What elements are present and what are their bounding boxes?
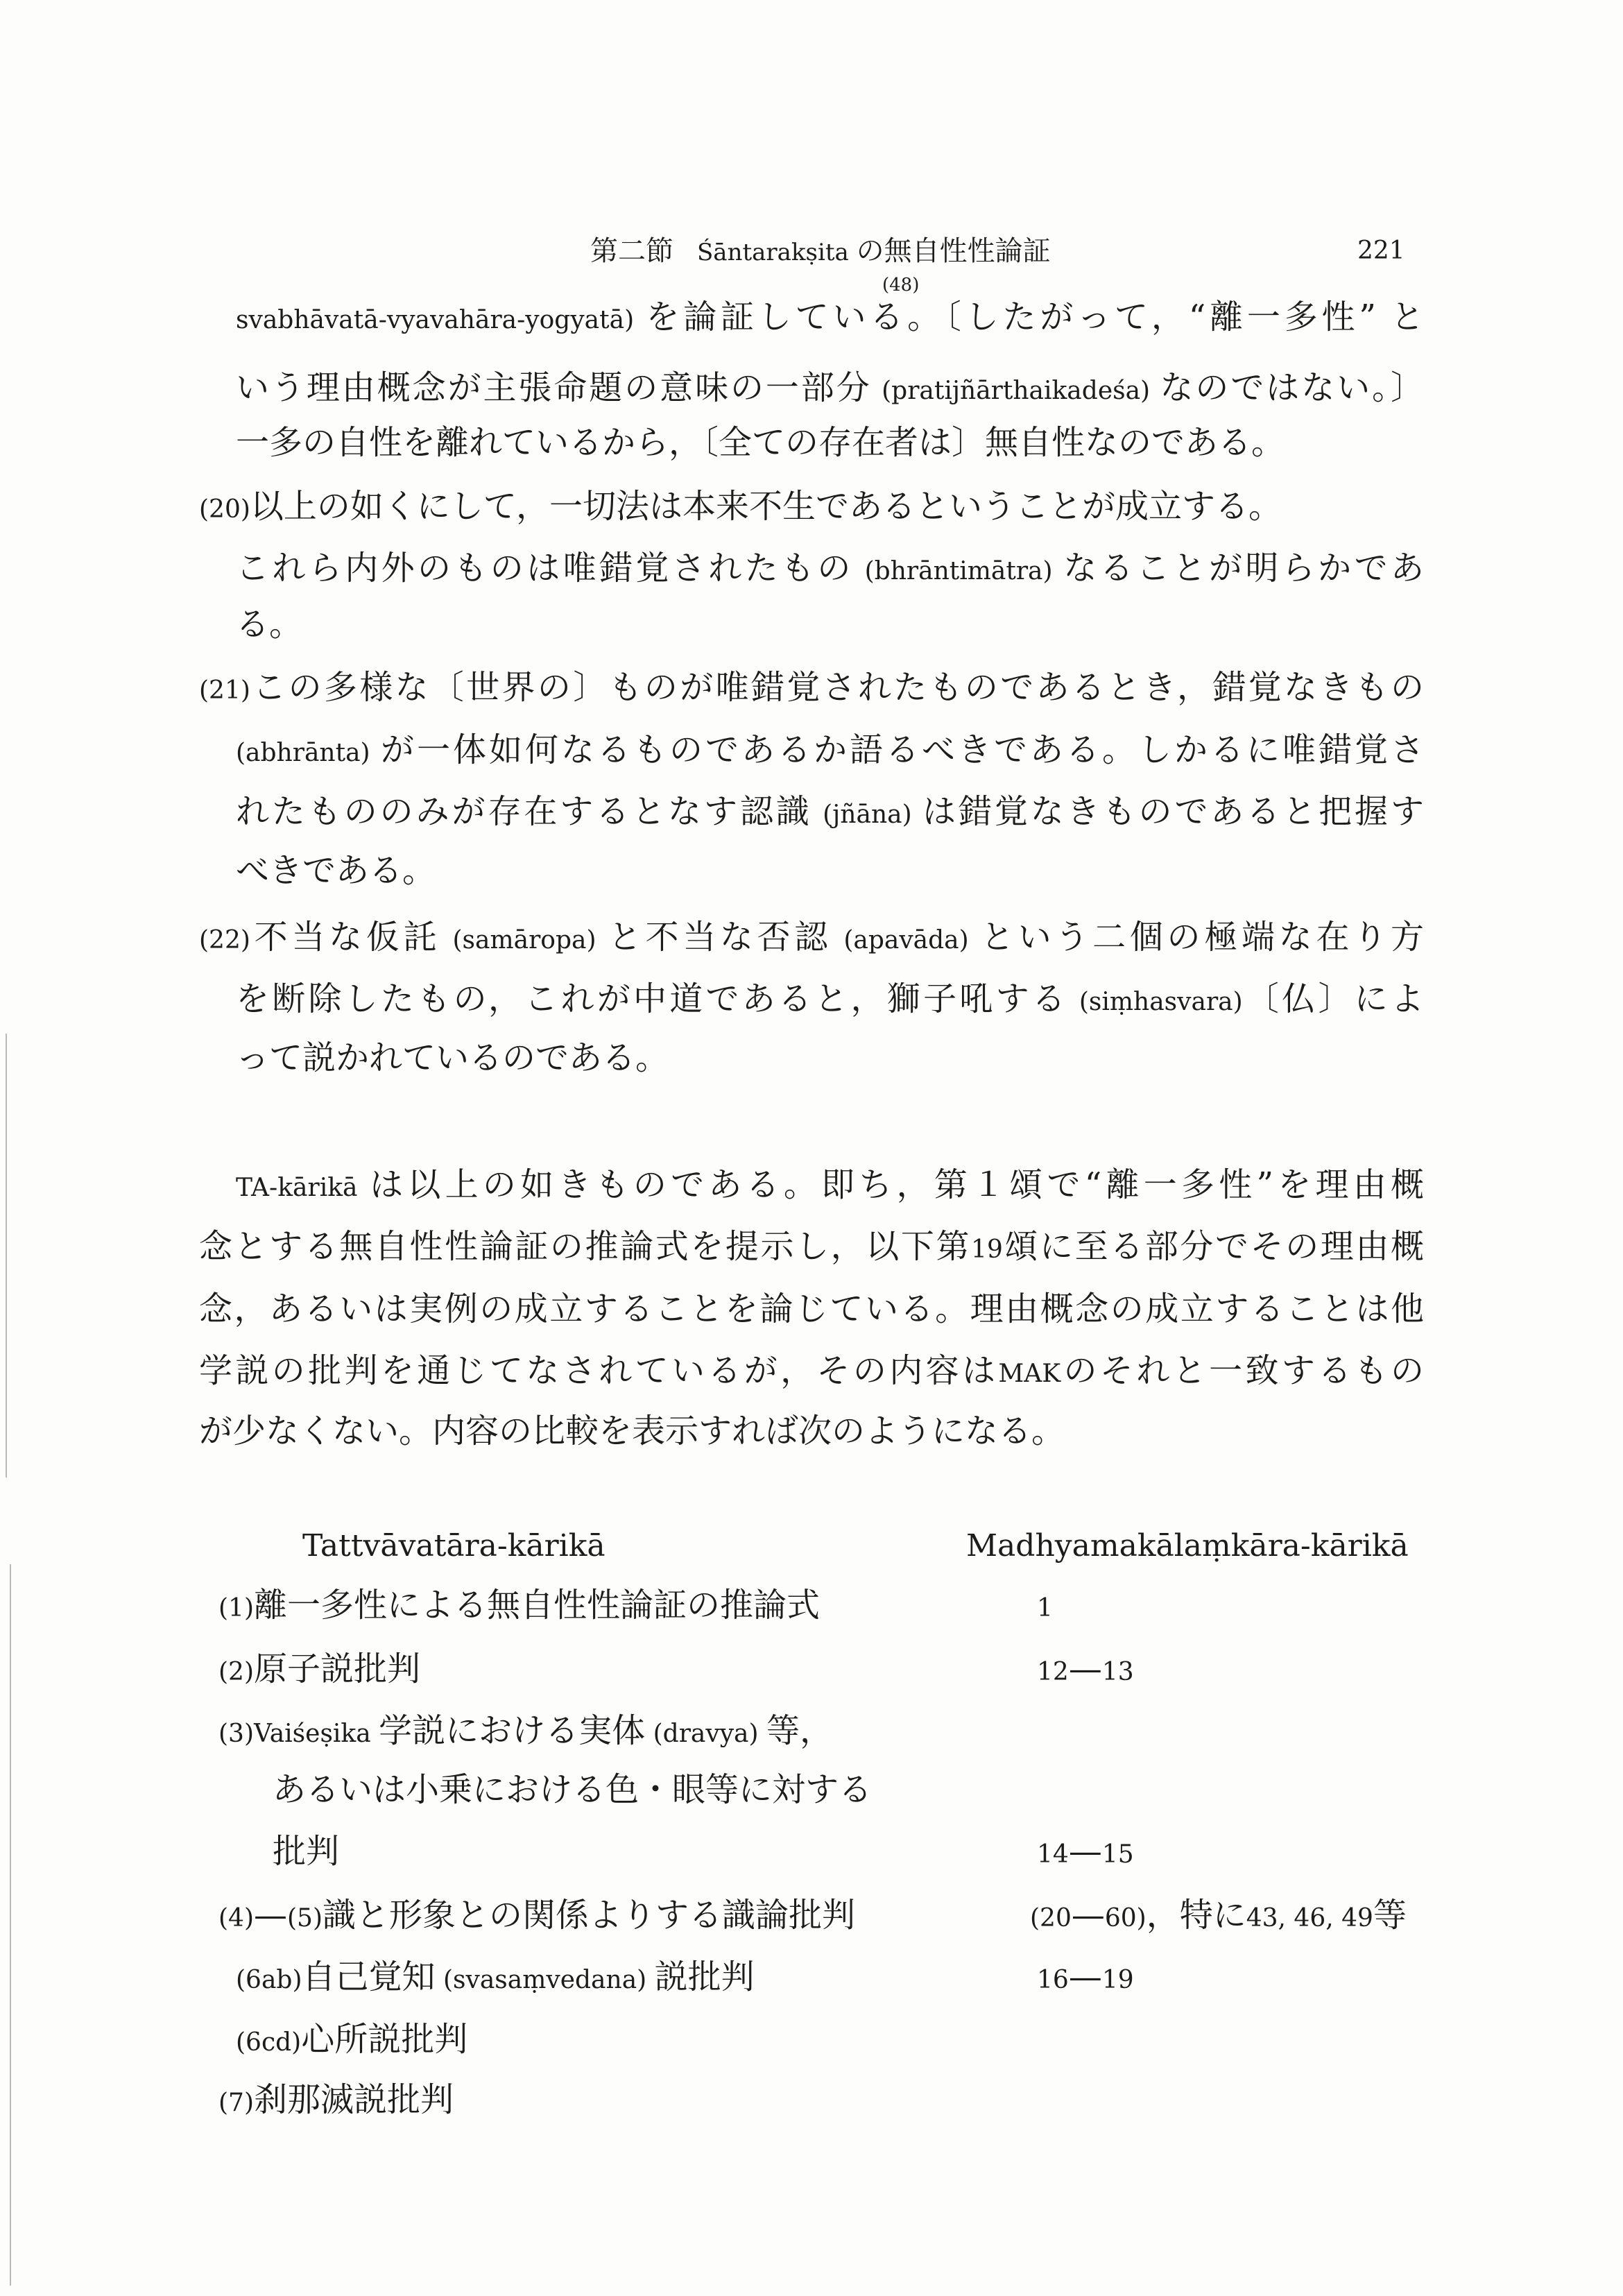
paragraph-line: が少なくない。内容の比較を表示すれば次のようになる。 — [199, 1412, 1065, 1450]
romanized-text: (3)Vaiśeṣika — [218, 1720, 379, 1748]
scan-edge-line — [10, 1564, 11, 2286]
romanized-text: (samāropa) — [440, 926, 608, 954]
table-cell-ta: (6ab)自己覚知 (svasaṃvedana) 説批判 — [236, 1957, 755, 1996]
verse-line: これら内外のものは唯錯覚されたもの (bhrāntimātra) なることが明らかであ — [236, 549, 1424, 588]
verse-line: (21)この多様な〔世界の〕ものが唯錯覚されたものであるとき，錯覚なきもの — [199, 668, 1424, 707]
romanized-text: 15 — [1101, 1840, 1134, 1869]
romanized-text: (22) — [199, 926, 250, 954]
paragraph-line: 念，あるいは実例の成立することを論じている。理由概念の成立することは他 — [199, 1290, 1424, 1328]
romanized-text: (4) — [218, 1904, 254, 1933]
romanized-text: 12 — [1037, 1658, 1069, 1686]
paragraph-line: 学説の批判を通じてなされているが，その内容はMAKのそれと一致するもの — [199, 1351, 1424, 1390]
romanized-text: 60) — [1104, 1904, 1147, 1933]
verse-line: って説かれているのである。 — [236, 1038, 669, 1077]
romanized-text: (siṃhasvara) — [1068, 988, 1243, 1016]
romanized-text: (bhrāntimātra) — [853, 557, 1064, 585]
romanized-text: TA-kārikā — [236, 1174, 370, 1202]
table-cell-ta: 批判 — [273, 1832, 340, 1871]
romanized-text: (jñāna) — [812, 800, 923, 829]
verse-line: (22)不当な仮託 (samāropa) と不当な否認 (apavāda) という二個の極端な在り方 — [199, 918, 1424, 957]
table-header-ta: Tattvāvatāra-kārikā — [302, 1528, 606, 1563]
romanized-text: 13 — [1101, 1658, 1134, 1686]
section-label: 第二節 — [590, 235, 673, 267]
table-cell-mak: 12—13 — [1037, 1650, 1134, 1688]
romanized-text: 16 — [1037, 1966, 1069, 1994]
romanized-text: svabhāvatā-vyavahāra-yogyatā) — [236, 306, 646, 334]
romanized-text: (1) — [218, 1594, 254, 1622]
table-header-mak: Madhyamakālaṃkāra-kārikā — [966, 1528, 1409, 1563]
romanized-text: (20 — [1030, 1904, 1072, 1933]
footnote-marker: (48) — [882, 275, 920, 295]
verse-line: (20)以上の如くにして，一切法は本来不生であるということが成立する。 — [199, 487, 1282, 526]
romanized-text: 19 — [1101, 1966, 1134, 1994]
text-line: いう理由概念が主張命題の意味の一部分 (pratijñārthaikadeśa) なのではない。〕 — [236, 368, 1424, 407]
table-cell-ta: (7)刹那滅説批判 — [218, 2080, 454, 2119]
romanized-text: (abhrānta) — [236, 739, 381, 767]
table-cell-mak: 14—15 — [1037, 1832, 1134, 1871]
romanized-text: (6cd) — [236, 2028, 302, 2057]
verse-line: べきである。 — [236, 851, 436, 890]
romanized-text: (dravya) — [645, 1720, 767, 1748]
text-line: svabhāvatā-vyavahāra-yogyatā) を論証している。〔したがって，“離一多性” と — [236, 298, 1424, 336]
verse-line: を断除したもの，これが中道であると，獅子吼する (siṃhasvara)〔仏〕によ — [236, 979, 1424, 1018]
table-cell-mak: 16—19 — [1037, 1957, 1134, 1996]
romanized-text: (7) — [218, 2089, 254, 2117]
running-title: Śāntarakṣita の無自性性論証 — [697, 235, 1051, 267]
running-header — [590, 230, 1051, 273]
romanized-text: (2) — [218, 1658, 254, 1686]
table-cell-mak: (20—60)，特に43, 46, 49等 — [1030, 1896, 1407, 1935]
table-cell-ta: (1)離一多性による無自性性論証の推論式 — [218, 1586, 821, 1625]
romanized-text: (apavāda) — [832, 926, 981, 954]
romanized-text: (20) — [199, 495, 250, 524]
table-cell-mak — [1037, 1584, 1053, 1629]
romanized-text: 14 — [1037, 1840, 1069, 1869]
romanized-text: (5) — [287, 1904, 323, 1933]
romanized-text: 19 — [971, 1235, 1003, 1264]
romanized-text: MAK — [998, 1360, 1061, 1388]
verse-line: (abhrānta) が一体如何なるものであるか語るべきである。しかるに唯錯覚さ — [236, 730, 1424, 769]
scan-edge-line — [6, 1034, 7, 1477]
table-cell-ta: (3)Vaiśeṣika 学説における実体 (dravya) 等， — [218, 1711, 834, 1750]
paragraph-line: TA-kārikā は以上の如きものである。即ち，第１頌で“離一多性”を理由概 — [236, 1165, 1424, 1204]
romanized-text: (pratijñārthaikadeśa) — [871, 377, 1160, 405]
romanized-text: (21) — [199, 676, 250, 705]
table-cell-ta: あるいは小乗における色・眼等に対する — [273, 1770, 873, 1809]
romanized-text: 1 — [1037, 1594, 1053, 1622]
page-number: 221 — [1357, 237, 1405, 265]
romanized-text: Śāntarakṣita — [697, 239, 857, 266]
verse-line: れたもののみが存在するとなす認識 (jñāna) は錯覚なきものであると把握す — [236, 792, 1424, 831]
romanized-text: 43, 46, 49 — [1246, 1904, 1373, 1933]
romanized-text: (6ab) — [236, 1966, 302, 1994]
table-cell-ta: (6cd)心所説批判 — [236, 2020, 468, 2059]
table-cell-ta: (4)—(5)識と形象との関係よりする識論批判 — [218, 1896, 856, 1935]
romanized-text: (svasaṃvedana) — [435, 1966, 655, 1994]
paragraph-line: 念とする無自性性論証の推論式を提示し，以下第19頌に至る部分でその理由概 — [199, 1227, 1424, 1266]
verse-line: る。 — [236, 605, 303, 644]
table-cell-ta: (2)原子説批判 — [218, 1650, 421, 1688]
text-line: 一多の自性を離れているから，〔全ての存在者は〕無自性なのである。 — [236, 423, 1285, 462]
